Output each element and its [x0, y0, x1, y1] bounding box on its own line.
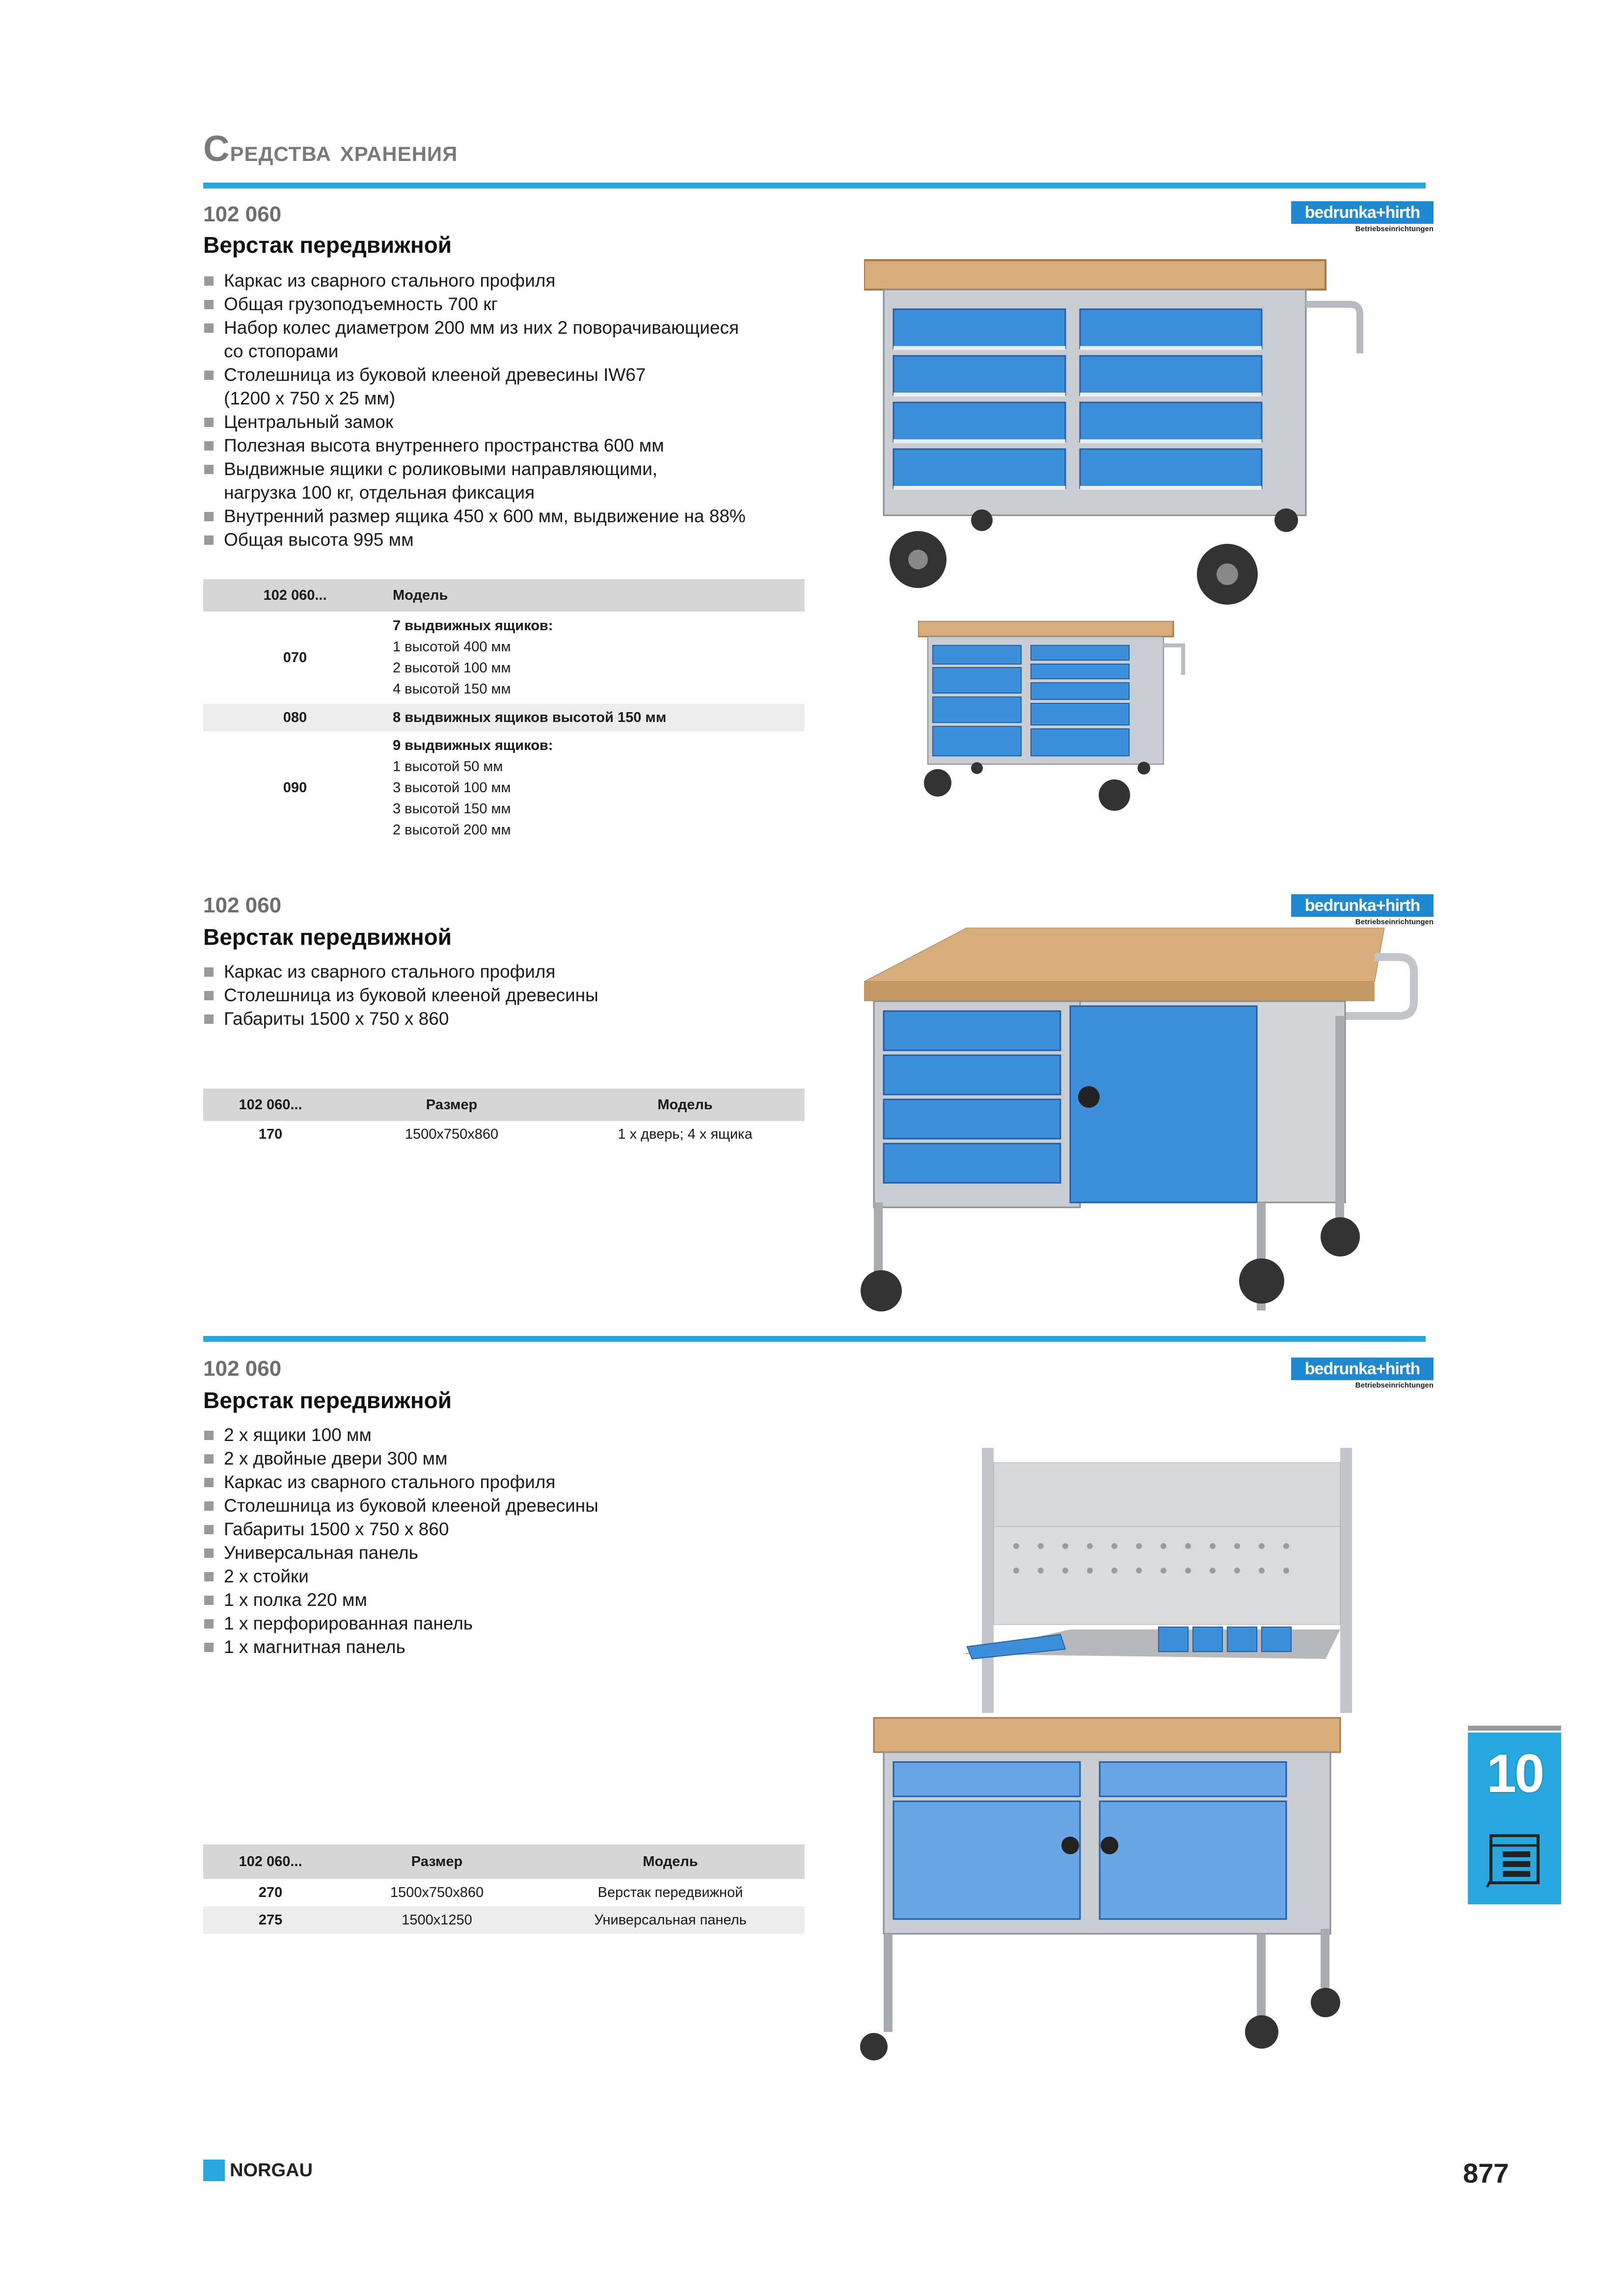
feature-item: Каркас из сварного стального профиля: [203, 269, 841, 293]
col-code-header: 102 060...: [203, 579, 387, 612]
row-code: 275: [203, 1906, 338, 1934]
table-row: [203, 1906, 805, 1934]
brand-logo-2: [1291, 894, 1434, 926]
row-model: 1 x дверь; 4 x ящика: [618, 1126, 753, 1142]
norgau-logo-text: NORGAU: [230, 2160, 313, 2181]
feature-list-1: [203, 269, 841, 552]
row-size: 1500x750x860: [390, 1884, 484, 1900]
brand-mark: bedrunka+hirth: [1291, 1358, 1434, 1380]
product-title-3: Верстак передвижной: [203, 1388, 452, 1413]
row-code: 090: [283, 780, 307, 796]
product-code-1: 102 060: [203, 202, 282, 226]
spec-table-header: [203, 579, 805, 612]
row-model-line: 1 высотой 400 мм: [393, 639, 511, 655]
table-row: [203, 731, 805, 845]
chapter-tab-bar: [1468, 1726, 1561, 1731]
norgau-logo-square: [203, 2160, 225, 2181]
table-row: [203, 1121, 805, 1148]
table-row: [203, 612, 805, 704]
row-model-line: 3 высотой 150 мм: [393, 801, 511, 817]
feature-item: Каркас из сварного стального профиля: [203, 1470, 841, 1494]
col-size-header: Размер: [338, 1089, 566, 1121]
row-size: 1500x1250: [338, 1906, 536, 1934]
feature-item: 2 x стойки: [203, 1565, 841, 1588]
col-code-header: 102 060...: [203, 1089, 338, 1121]
col-code-header: 102 060...: [203, 1844, 338, 1879]
row-model: [387, 731, 805, 845]
product-title-1: Верстак передвижной: [203, 232, 452, 258]
row-model-line: 4 высотой 150 мм: [393, 681, 511, 697]
feature-item: Универсальная панель: [203, 1541, 841, 1565]
row-code: 170: [258, 1126, 283, 1142]
spec-table-header: [203, 1844, 805, 1879]
feature-item: Внутренний размер ящика 450 x 600 мм, выдвижение на 88%: [203, 505, 841, 528]
brand-sub: Betriebseinrichtungen: [1355, 225, 1434, 233]
feature-item: Центральный замок: [203, 410, 841, 434]
row-code: 070: [283, 649, 307, 666]
feature-item: Габариты 1500 x 750 x 860: [203, 1518, 841, 1541]
page-number: 877: [1463, 2158, 1509, 2189]
product-code-3: 102 060: [203, 1357, 282, 1381]
brand-logo-3: [1291, 1358, 1434, 1389]
feature-item: Столешница из буковой клееной древесины IW67: [203, 363, 841, 387]
feature-item: Столешница из буковой клееной древесины: [203, 1494, 841, 1518]
feature-item: 1 x магнитная панель: [203, 1635, 841, 1659]
product-title-2: Верстак передвижной: [203, 924, 452, 950]
chapter-tab: [1468, 1733, 1561, 1904]
spec-table-2: [203, 1089, 805, 1148]
page-header: [203, 128, 458, 169]
row-model: Верстак передвижной: [597, 1884, 743, 1900]
feature-item: Набор колес диаметром 200 мм из них 2 поворачивающиеся: [203, 316, 841, 340]
feature-item: Общая высота 995 мм: [203, 528, 841, 552]
table-row: [203, 704, 805, 731]
row-model-line: 2 высотой 200 мм: [393, 822, 511, 838]
row-model: Универсальная панель: [536, 1906, 805, 1934]
norgau-logo: [203, 2160, 313, 2181]
feature-list-2: [203, 960, 841, 1031]
feature-item: 1 x полка 220 мм: [203, 1588, 841, 1612]
brand-sub: Betriebseinrichtungen: [1355, 1381, 1434, 1389]
feature-item: 1 x перфорированная панель: [203, 1612, 841, 1635]
row-model: [387, 612, 805, 704]
row-size: 1500x750x860: [405, 1126, 499, 1142]
feature-item: Столешница из буковой клееной древесины: [203, 984, 841, 1007]
feature-item: Общая грузоподъемность 700 кг: [203, 293, 841, 316]
col-model-header: Модель: [536, 1844, 805, 1879]
feature-item: Выдвижные ящики с роликовыми направляющими,: [203, 457, 841, 481]
feature-item: 2 x ящики 100 мм: [203, 1423, 841, 1447]
product-code-2: 102 060: [203, 893, 282, 917]
row-model-line: 2 высотой 100 мм: [393, 660, 511, 676]
row-code: 080: [203, 704, 387, 731]
section-divider-1: [203, 183, 1426, 188]
spec-table-1: [203, 579, 805, 845]
col-size-header: Размер: [338, 1844, 536, 1879]
feature-item-continuation: нагрузка 100 кг, отдельная фиксация: [224, 482, 535, 503]
drawer-cabinet-icon: [1485, 1831, 1544, 1890]
feature-item: 2 x двойные двери 300 мм: [203, 1447, 841, 1470]
col-model-header: Модель: [566, 1089, 805, 1121]
page-header-rest: редства хранения: [230, 134, 458, 167]
workbench-photo-8-drawers: [864, 245, 1365, 623]
feature-item: Габариты 1500 x 750 x 860: [203, 1007, 841, 1031]
chapter-number: 10: [1486, 1743, 1543, 1804]
workbench-photo-variant: [918, 621, 1193, 817]
workbench-photo-door-drawers: [854, 928, 1434, 1320]
feature-item: Каркас из сварного стального профиля: [203, 960, 841, 984]
row-model-title: 9 выдвижных ящиков:: [393, 738, 553, 753]
col-model-header: Модель: [387, 579, 805, 612]
feature-item: Полезная высота внутреннего пространства 600 мм: [203, 434, 841, 457]
spec-table-header: [203, 1089, 805, 1121]
table-row: [203, 1879, 805, 1906]
row-code: 270: [258, 1884, 283, 1900]
row-model-line: 3 высотой 100 мм: [393, 780, 511, 796]
brand-logo-1: [1291, 201, 1434, 233]
brand-mark: bedrunka+hirth: [1291, 201, 1434, 224]
section-divider-3: [203, 1336, 1426, 1342]
feature-item-continuation: со стопорами: [224, 341, 339, 361]
feature-list-3: [203, 1423, 841, 1659]
row-model-title: 8 выдвижных ящиков высотой 150 мм: [387, 704, 805, 731]
brand-sub: Betriebseinrichtungen: [1355, 918, 1434, 926]
spec-table-3: [203, 1844, 805, 1934]
page-header-first-letter: С: [203, 128, 230, 169]
feature-item-continuation: (1200 x 750 x 25 мм): [224, 388, 396, 408]
workbench-photo-universal-panel: [854, 1443, 1375, 2061]
row-model-line: 1 высотой 50 мм: [393, 759, 503, 774]
brand-mark: bedrunka+hirth: [1291, 894, 1434, 917]
row-model-title: 7 выдвижных ящиков:: [393, 618, 553, 634]
